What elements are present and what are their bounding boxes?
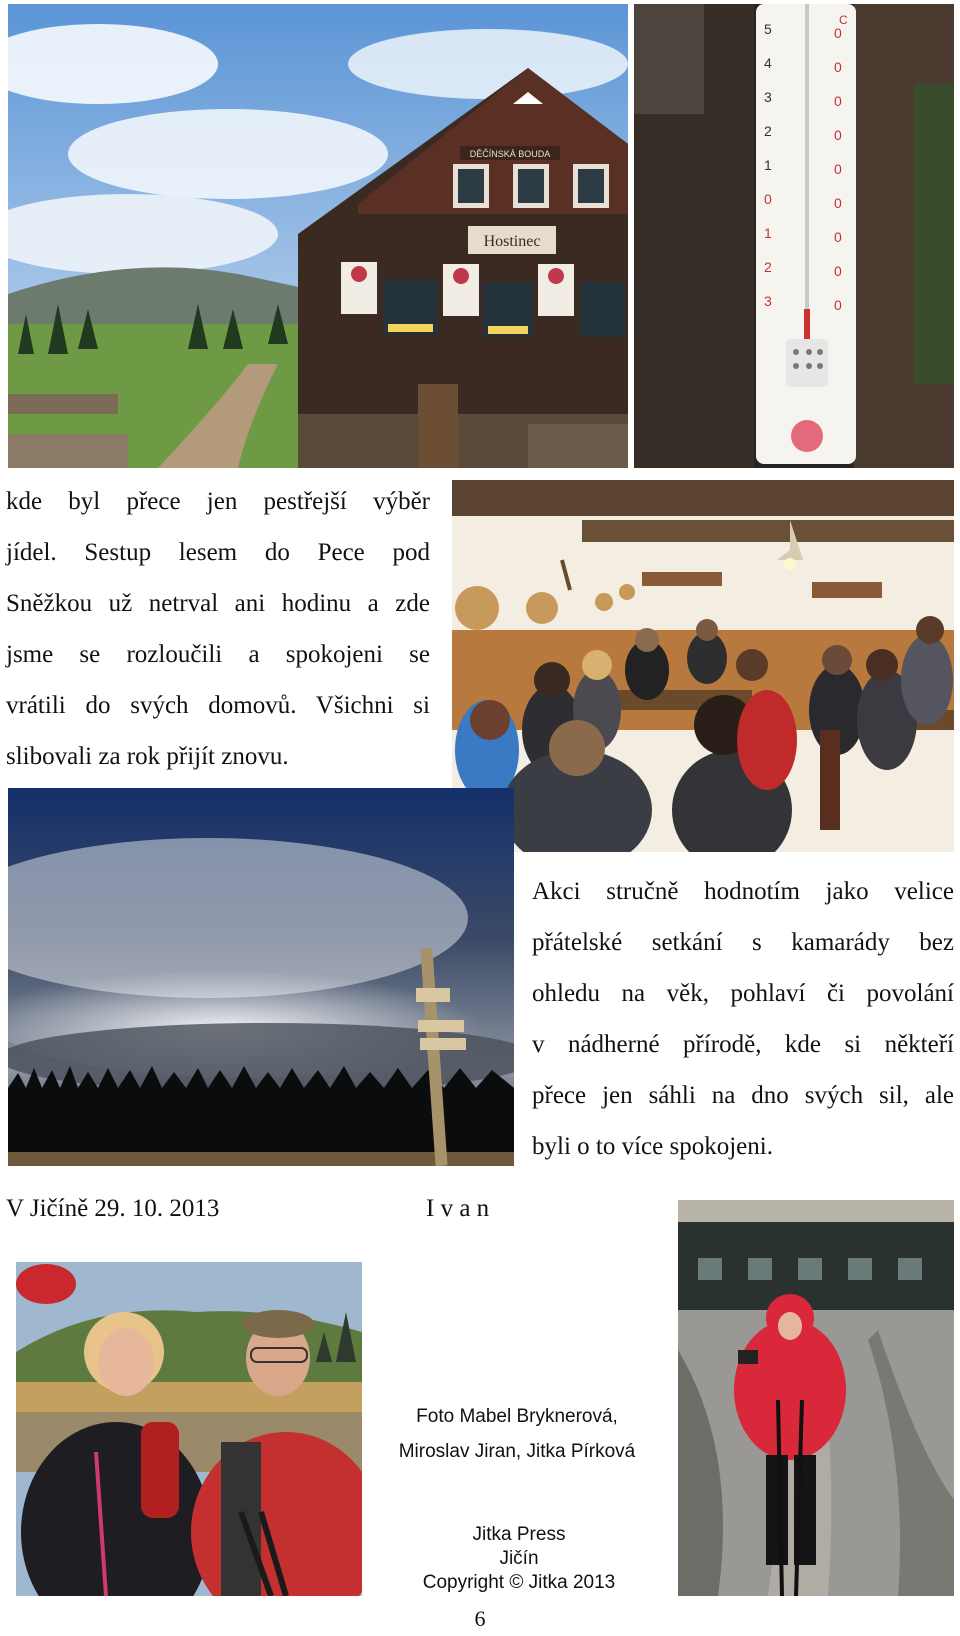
thermometer-scale-label-right: 0 [834,195,842,211]
cottage-sign: Hostinec [483,233,541,250]
text-line: byli o to více spokojeni. [532,1133,773,1160]
article-right-paragraph [532,866,954,1172]
thermometer-scale-label-right: 0 [834,297,842,313]
text-line: jsme se rozloučili a spokojeni se [6,641,430,668]
text-line: jídel. Sestup lesem do Pece pod [6,539,430,566]
photo-restaurant [452,480,954,852]
thermometer-scale-label-right: 0 [834,25,842,41]
thermometer-scale-label: 5 [764,21,772,37]
text-line: v nádherné přírodě, kde si někteří [532,1031,954,1058]
photo-two-hikers [16,1262,362,1596]
author-name: I v a n [426,1195,490,1222]
copyright: Copyright © Jitka 2013 [422,1572,616,1593]
thermometer-scale-label-right: 0 [834,59,842,75]
thermometer-scale-label: 4 [764,55,772,71]
photo-thermometer [634,4,954,468]
place-date: V Jičíně 29. 10. 2013 [6,1195,220,1222]
text-line: přece jen sáhli na dno svých sil, ale [532,1082,954,1109]
thermometer-unit: C [839,13,848,27]
text-line: Akci stručně hodnotím jako velice [532,878,954,905]
thermometer-scale-label: 1 [764,225,772,241]
thermometer-scale-label-right: 0 [834,263,842,279]
thermometer-scale-label: 2 [764,259,772,275]
photo-credit-line1: Foto Mabel Bryknerová, [416,1406,618,1427]
cottage-top-sign: DĚČÍNSKÁ BOUDA [469,149,551,159]
thermometer-scale-label: 0 [764,191,772,207]
thermometer-scale-label-right: 0 [834,93,842,109]
thermometer-scale-label-right: 0 [834,127,842,143]
press-name: Jitka Press [472,1524,566,1545]
text-line: přátelské setkání s kamarády bez [532,929,954,956]
thermometer-scale-label: 3 [764,293,772,309]
thermometer-scale-label: 2 [764,123,772,139]
text-line: Sněžkou už netrval ani hodinu a zde [6,590,430,617]
thermometer-scale-label-right: 0 [834,161,842,177]
article-left-paragraph [6,476,430,782]
text-line: ohledu na věk, pohlaví či povolání [532,980,954,1007]
thermometer-scale-label: 3 [764,89,772,105]
text-line: kde byl přece jen pestřejší výběr [6,488,430,515]
text-line: vrátili do svých domovů. Všichni si [6,692,430,719]
thermometer-scale-label-right: 0 [834,229,842,245]
photo-storm-cloud [8,788,514,1166]
page-number: 6 [474,1606,486,1631]
photo-cottage [8,4,628,468]
text-line: slibovali za rok přijít znovu. [6,743,289,770]
press-city: Jičín [499,1548,539,1569]
photo-credit-line2: Miroslav Jiran, Jitka Pírková [398,1441,636,1462]
photo-hiker-red-jacket [678,1200,954,1596]
thermometer-scale-label: 1 [764,157,772,173]
